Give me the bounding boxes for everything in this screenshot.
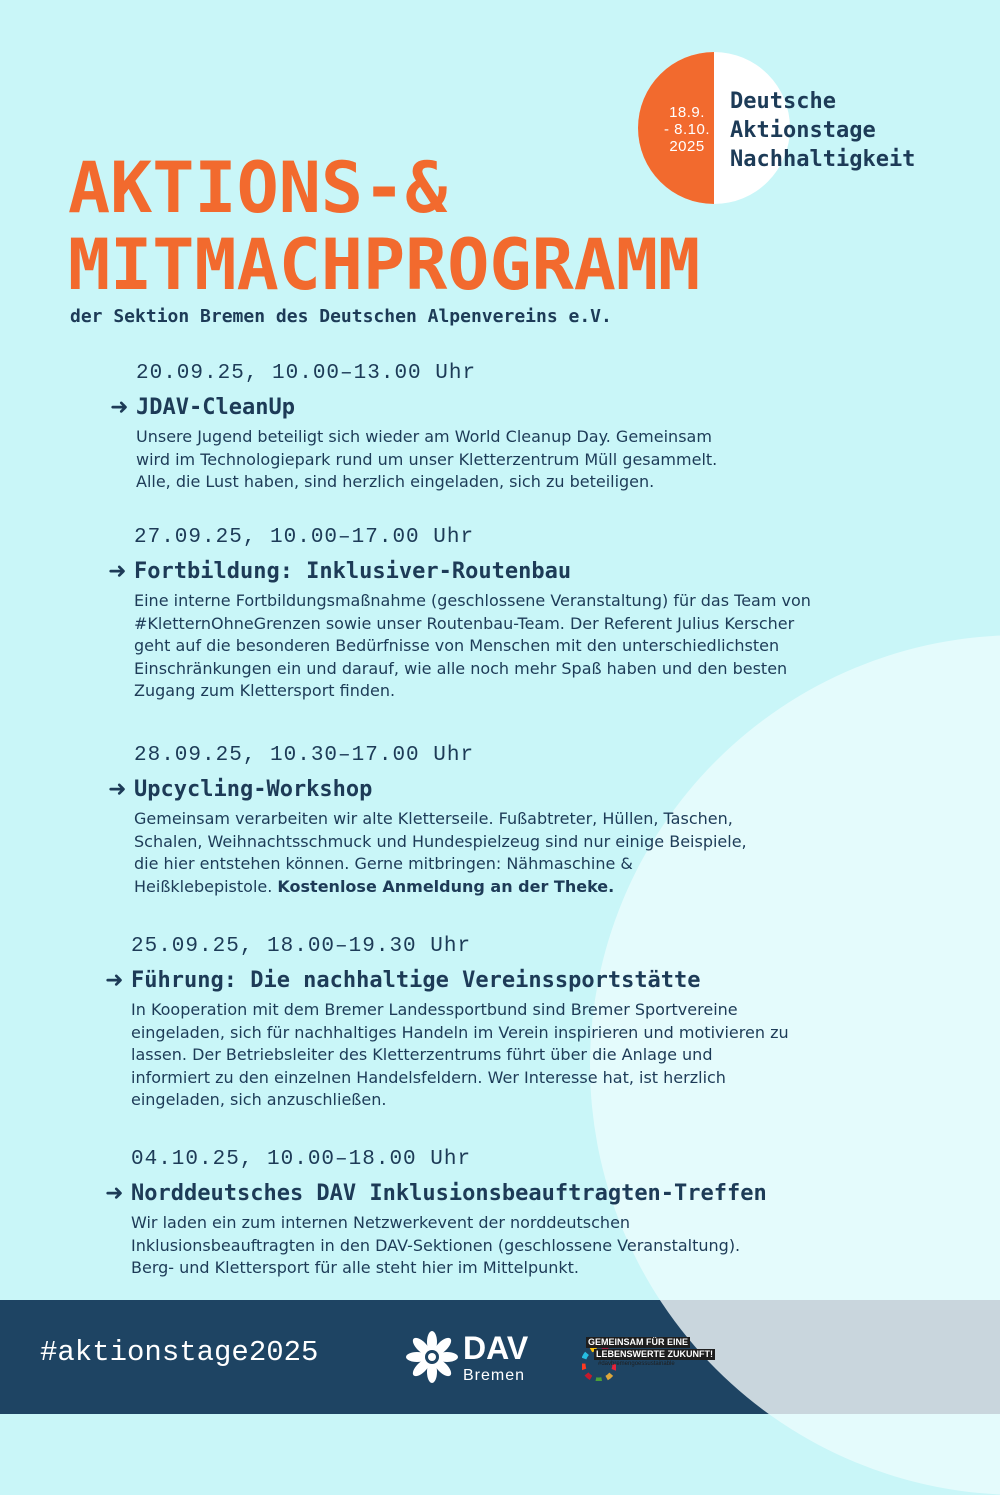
event-description-line: Schalen, Weihnachtsschmuck und Hundespielzeug sind nur einige Beispiele, [134, 831, 747, 851]
event-date: 04.10.25, 10.00–18.00 Uhr [131, 1148, 472, 1171]
badge-title-line3: Nachhaltigkeit [730, 147, 916, 172]
edelweiss-icon [405, 1330, 459, 1384]
badge-date-line2: - 8.10. [663, 121, 711, 138]
page-title-line1: AKTIONS-& [68, 147, 448, 229]
page-title [68, 147, 701, 306]
dav-city: Bremen [463, 1367, 526, 1384]
event-description-line: eingeladen, sich anzuschließen. [131, 1090, 387, 1109]
badge-date-line3: 2025 [669, 138, 705, 155]
sdg-logo [580, 1335, 725, 1375]
event-description-line: In Kooperation mit dem Bremer Landessportbund sind Bremer Sportvereine [131, 1000, 738, 1019]
event-title: JDAV-CleanUp [136, 394, 295, 420]
arrow-right-icon: ➜ [105, 1180, 124, 1206]
event-description-line [134, 876, 868, 899]
arrow-right-icon: ➜ [108, 558, 127, 584]
badge-title-line1: Deutsche [730, 89, 836, 114]
event-description-line: eingeladen, sich für nachhaltiges Handeln im Verein inspirieren und motivieren zu [131, 1022, 789, 1042]
page-title-line2: MITMACHPROGRAMM [68, 224, 701, 306]
badge-title [730, 87, 915, 174]
dav-name: DAV [463, 1330, 529, 1366]
event-date: 28.09.25, 10.30–17.00 Uhr [134, 744, 475, 767]
event-description-text: Heißklebepistole. [134, 876, 273, 896]
sdg-line1: GEMEINSAM FÜR EINE [588, 1337, 689, 1347]
badge-title-line2: Aktionstage [730, 118, 876, 143]
event-description-line: Zugang zum Klettersport finden. [134, 681, 396, 700]
event-title: Upcycling-Workshop [134, 776, 373, 802]
sdg-line2: LEBENSWERTE ZUKUNFT! [596, 1349, 713, 1359]
badge-dates [638, 104, 736, 155]
event-description-line: #KletternOhneGrenzen sowie unser Routenbau-Team. Der Referent Julius Kerscher [134, 613, 795, 633]
arrow-right-icon: ➜ [110, 394, 129, 420]
event-date: 25.09.25, 18.00–19.30 Uhr [131, 935, 472, 958]
event-description-line: Eine interne Fortbildungsmaßnahme (geschlossene Veranstaltung) für das Team von [134, 591, 811, 610]
event-jdav-cleanup [110, 362, 870, 494]
event-description-line: Alle, die Lust haben, sind herzlich eingeladen, sich zu beteiligen. [136, 472, 655, 491]
badge-date-line1: 18.9. [669, 104, 705, 121]
arrow-right-icon: ➜ [105, 967, 124, 993]
event-title: Fortbildung: Inklusiver-Routenbau [134, 558, 572, 584]
event-fuehrung-vereinssportstaette [105, 935, 865, 1112]
sdg-line3: #davbremengoessustainable [598, 1361, 675, 1367]
page-subtitle: der Sektion Bremen des Deutschen Alpenvereins e.V. [70, 306, 612, 327]
event-date: 27.09.25, 10.00–17.00 Uhr [134, 526, 475, 549]
event-description [136, 426, 870, 494]
event-description [131, 999, 865, 1112]
event-description-line: Inklusionsbeauftragten in den DAV-Sektionen (geschlossene Veranstaltung). [131, 1235, 741, 1255]
event-upcycling-workshop [108, 744, 868, 898]
event-description [134, 590, 868, 703]
footer [0, 1300, 1000, 1414]
event-description-line: Unsere Jugend beteiligt sich wieder am World Cleanup Day. Gemeinsam [136, 427, 712, 446]
event-inklusiver-routenbau [108, 526, 868, 703]
event-inklusionsbeauftragten-treffen [105, 1148, 865, 1280]
event-title: Führung: Die nachhaltige Vereinssportstätte [131, 967, 701, 993]
event-description-line: geht auf die besonderen Bedürfnisse von Menschen mit den unterschiedlichsten [134, 636, 780, 655]
event-description-line: wird im Technologiepark rund um unser Kletterzentrum Müll gesammelt. [136, 449, 718, 469]
event-description-line: informiert zu den einzelnen Handelsfeldern. Wer Interesse hat, ist herzlich [131, 1067, 726, 1087]
dav-logo [405, 1328, 545, 1388]
event-description-line: lassen. Der Betriebsleiter des Kletterzentrums führt über die Anlage und [131, 1045, 713, 1064]
event-title: Norddeutsches DAV Inklusionsbeauftragten-Treffen [131, 1180, 767, 1206]
event-description [131, 1212, 865, 1280]
registration-note: Kostenlose Anmeldung an der Theke. [277, 876, 615, 896]
event-description-line: die hier entstehen können. Gerne mitbringen: Nähmaschine & [134, 854, 633, 873]
arrow-right-icon: ➜ [108, 776, 127, 802]
event-description [134, 808, 868, 898]
footer-hashtag: #aktionstage2025 [40, 1336, 319, 1369]
event-description-line: Wir laden ein zum internen Netzwerkevent der norddeutschen [131, 1213, 631, 1232]
event-description-line: Einschränkungen ein und darauf, wie alle noch mehr Spaß haben und den besten [134, 658, 788, 678]
event-description-line: Gemeinsam verarbeiten wir alte Kletterseile. Fußabtreter, Hüllen, Taschen, [134, 809, 733, 828]
event-date: 20.09.25, 10.00–13.00 Uhr [136, 362, 477, 385]
event-description-line: Berg- und Klettersport für alle steht hier im Mittelpunkt. [131, 1258, 579, 1277]
